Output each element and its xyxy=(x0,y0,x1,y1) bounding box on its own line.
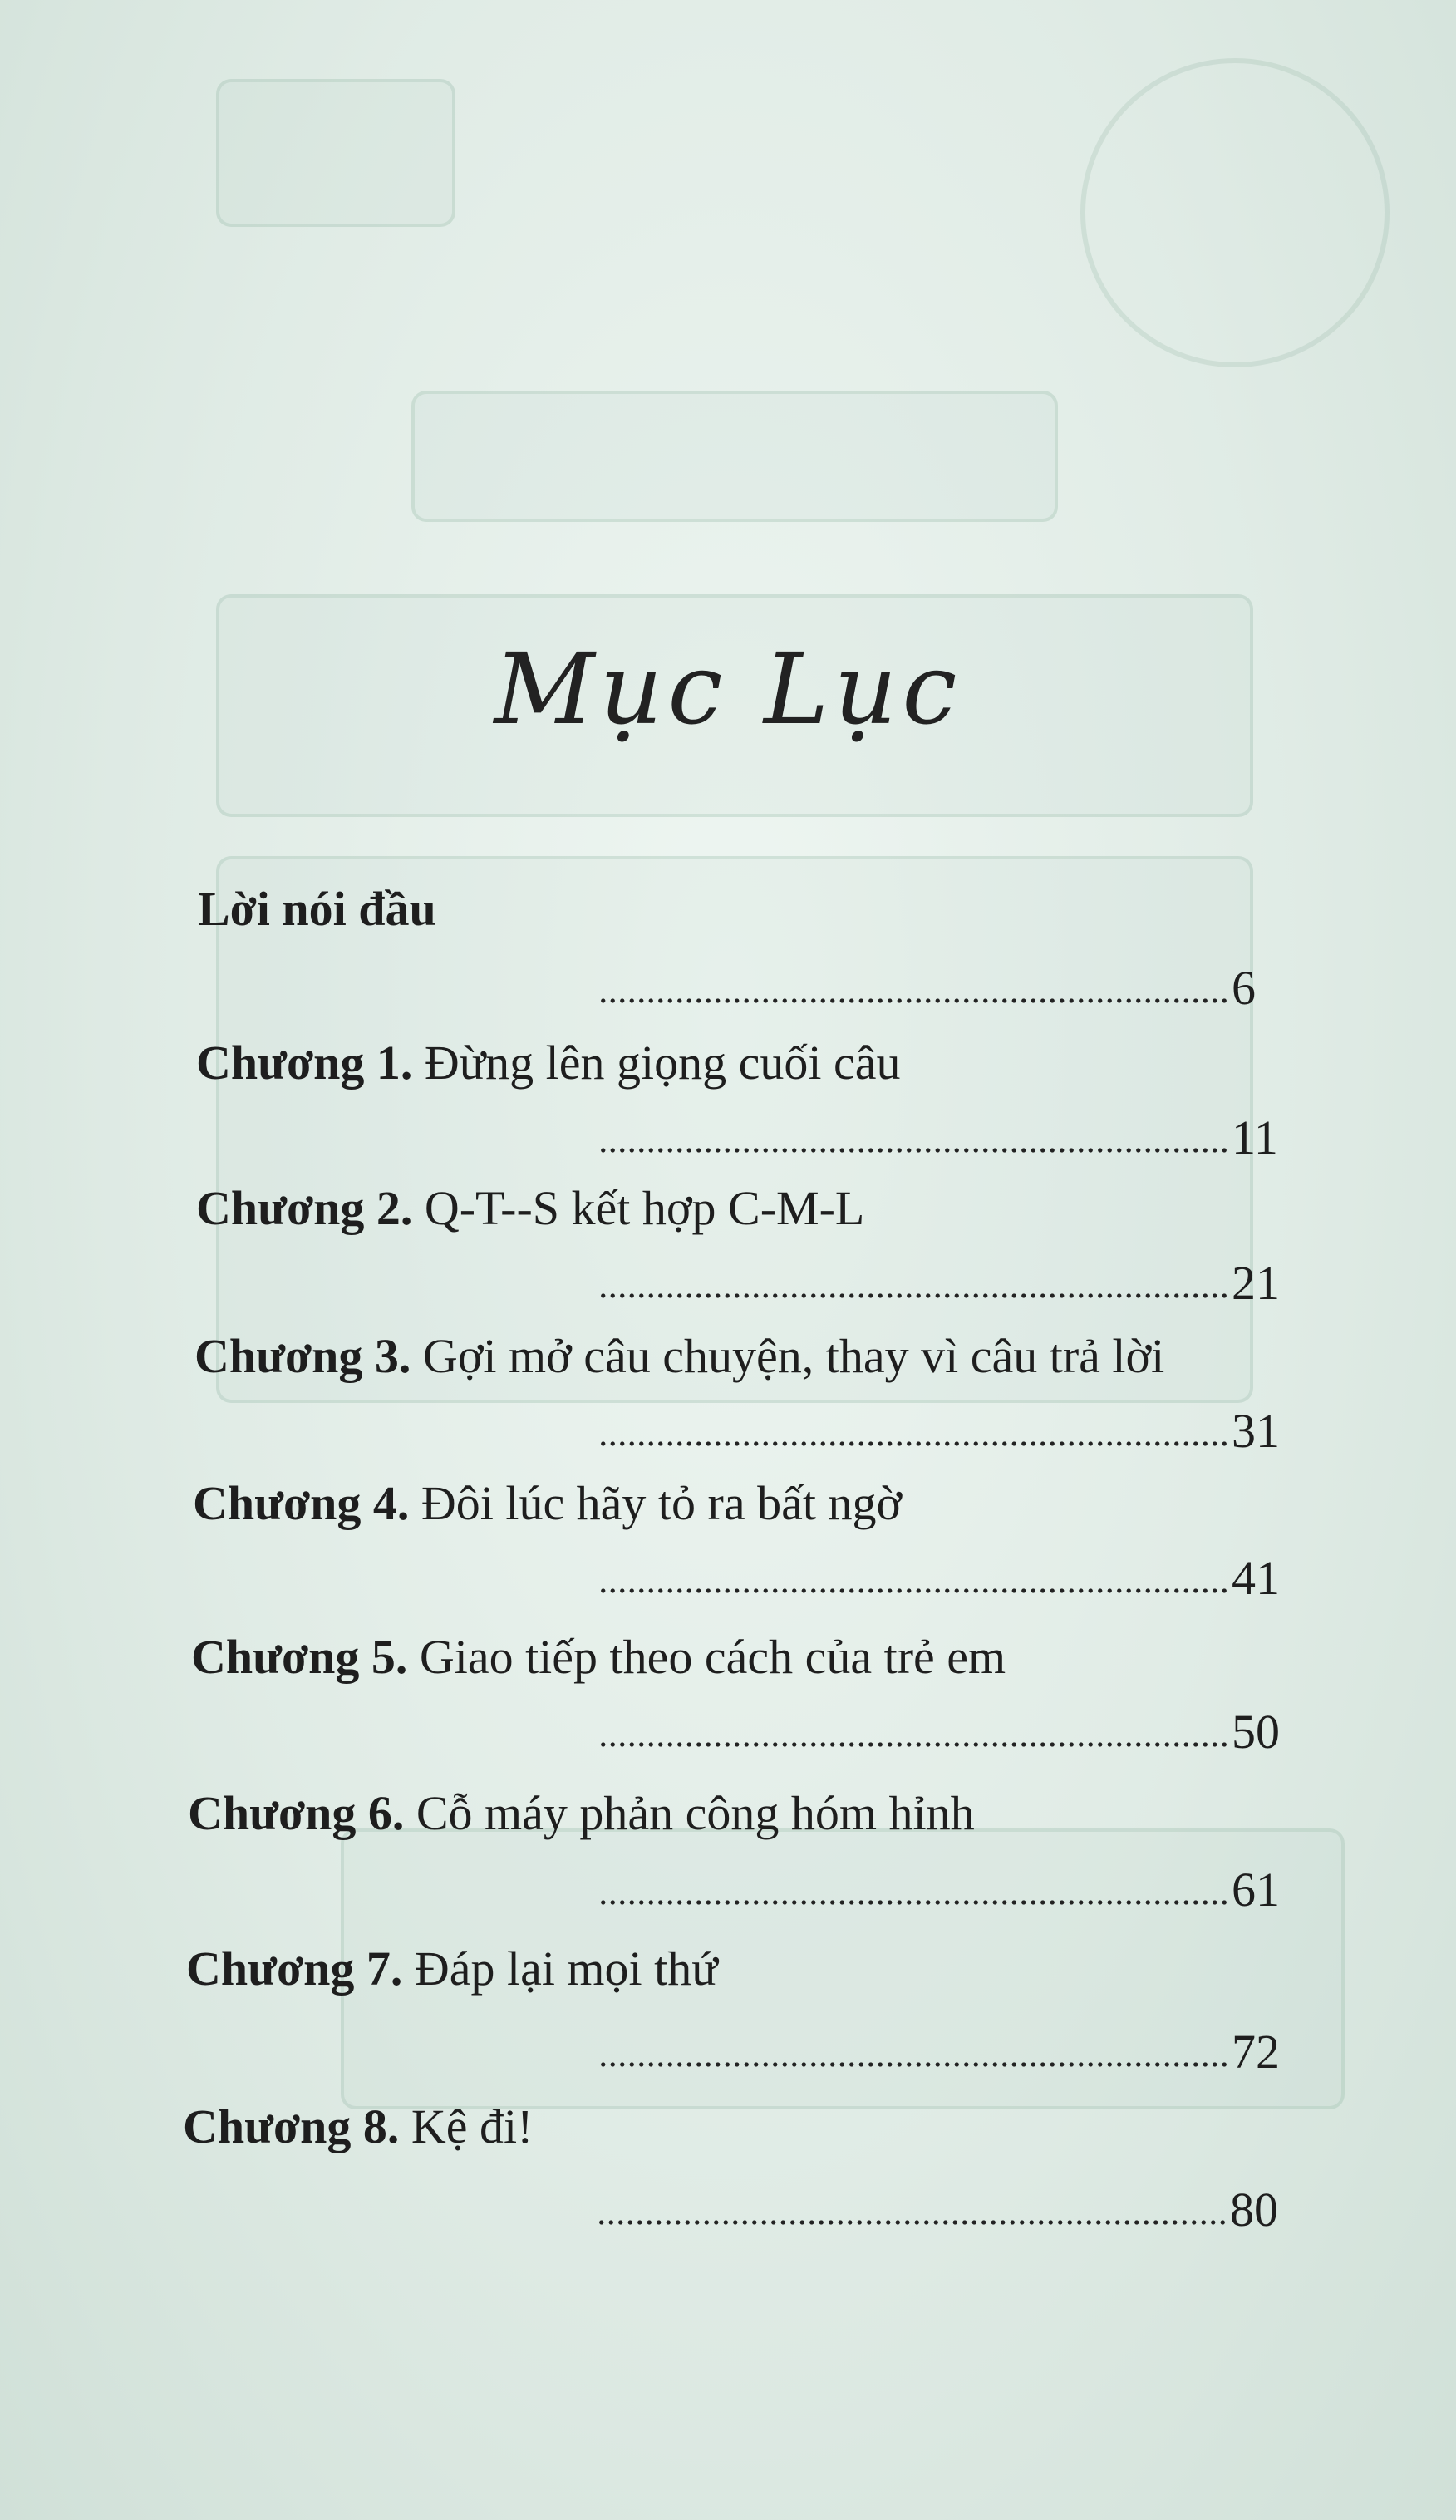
toc-chapter-name: Gợi mở câu chuyện, thay vì câu trả lời xyxy=(422,1329,1165,1383)
toc-page-line xyxy=(598,2024,1280,2079)
toc-chapter-label: Lời nói đầu xyxy=(198,882,436,936)
toc-chapter-label: Chương 4. xyxy=(193,1476,410,1530)
toc-chapter-name: Đáp lại mọi thứ xyxy=(414,1942,718,1996)
toc-entry-title xyxy=(196,1180,864,1236)
toc-page-line xyxy=(598,960,1256,1016)
dot-leader xyxy=(598,997,1230,1004)
dot-leader xyxy=(598,1899,1230,1906)
toc-page-number: 61 xyxy=(1232,1863,1280,1917)
toc-chapter-label: Chương 2. xyxy=(196,1181,413,1235)
page-title: Mục Lục xyxy=(494,632,962,746)
toc-entry-title xyxy=(186,1941,718,1996)
toc-page-number: 31 xyxy=(1232,1404,1280,1458)
toc-chapter-name: Đừng lên giọng cuối câu xyxy=(424,1036,901,1090)
toc-page-number: 50 xyxy=(1232,1705,1280,1759)
toc-chapter-label: Chương 3. xyxy=(194,1329,411,1383)
toc-page-number: 11 xyxy=(1232,1110,1278,1164)
toc-chapter-name: Cỗ máy phản công hóm hỉnh xyxy=(416,1786,975,1840)
toc-chapter-name: Kệ đi! xyxy=(411,2099,534,2153)
toc-entry-title xyxy=(194,1328,1164,1384)
toc-page-number: 6 xyxy=(1232,961,1256,1015)
toc-entry-title xyxy=(191,1629,1006,1685)
toc-page-line xyxy=(598,1704,1280,1760)
dot-leader xyxy=(598,1292,1230,1299)
toc-page-line xyxy=(598,1403,1280,1459)
toc-chapter-label: Chương 1. xyxy=(196,1036,413,1090)
toc-page-number: 21 xyxy=(1232,1256,1280,1310)
toc-entry-title xyxy=(198,881,436,937)
toc-page-line xyxy=(598,1255,1280,1311)
toc-entry-title xyxy=(183,2099,533,2154)
toc-chapter-name: Q-T--S kết hợp C-M-L xyxy=(424,1181,865,1235)
toc-chapter-label: Chương 6. xyxy=(188,1786,405,1840)
toc-page-line xyxy=(598,1862,1280,1917)
toc-page-number: 80 xyxy=(1230,2183,1278,2237)
toc-page-line xyxy=(598,1110,1278,1165)
toc-page-number: 72 xyxy=(1232,2025,1280,2079)
toc-entry-title xyxy=(196,1035,900,1090)
toc-chapter-label: Chương 5. xyxy=(191,1630,408,1684)
toc-page-line xyxy=(598,1550,1280,1606)
dot-leader xyxy=(598,1147,1230,1154)
toc-entry-title xyxy=(193,1475,902,1531)
toc-chapter-label: Chương 7. xyxy=(186,1942,403,1996)
dot-leader xyxy=(598,1587,1230,1594)
toc-page-line xyxy=(597,2182,1278,2237)
toc-chapter-name: Đôi lúc hãy tỏ ra bất ngờ xyxy=(421,1476,903,1530)
dot-leader xyxy=(598,1440,1230,1447)
toc-chapter-name: Giao tiếp theo cách của trẻ em xyxy=(419,1630,1006,1684)
toc-entry-title xyxy=(188,1785,975,1841)
dot-leader xyxy=(597,2219,1228,2226)
dot-leader xyxy=(598,1741,1230,1748)
dot-leader xyxy=(598,2061,1230,2068)
toc-chapter-label: Chương 8. xyxy=(183,2099,400,2153)
toc-page-number: 41 xyxy=(1232,1551,1280,1605)
